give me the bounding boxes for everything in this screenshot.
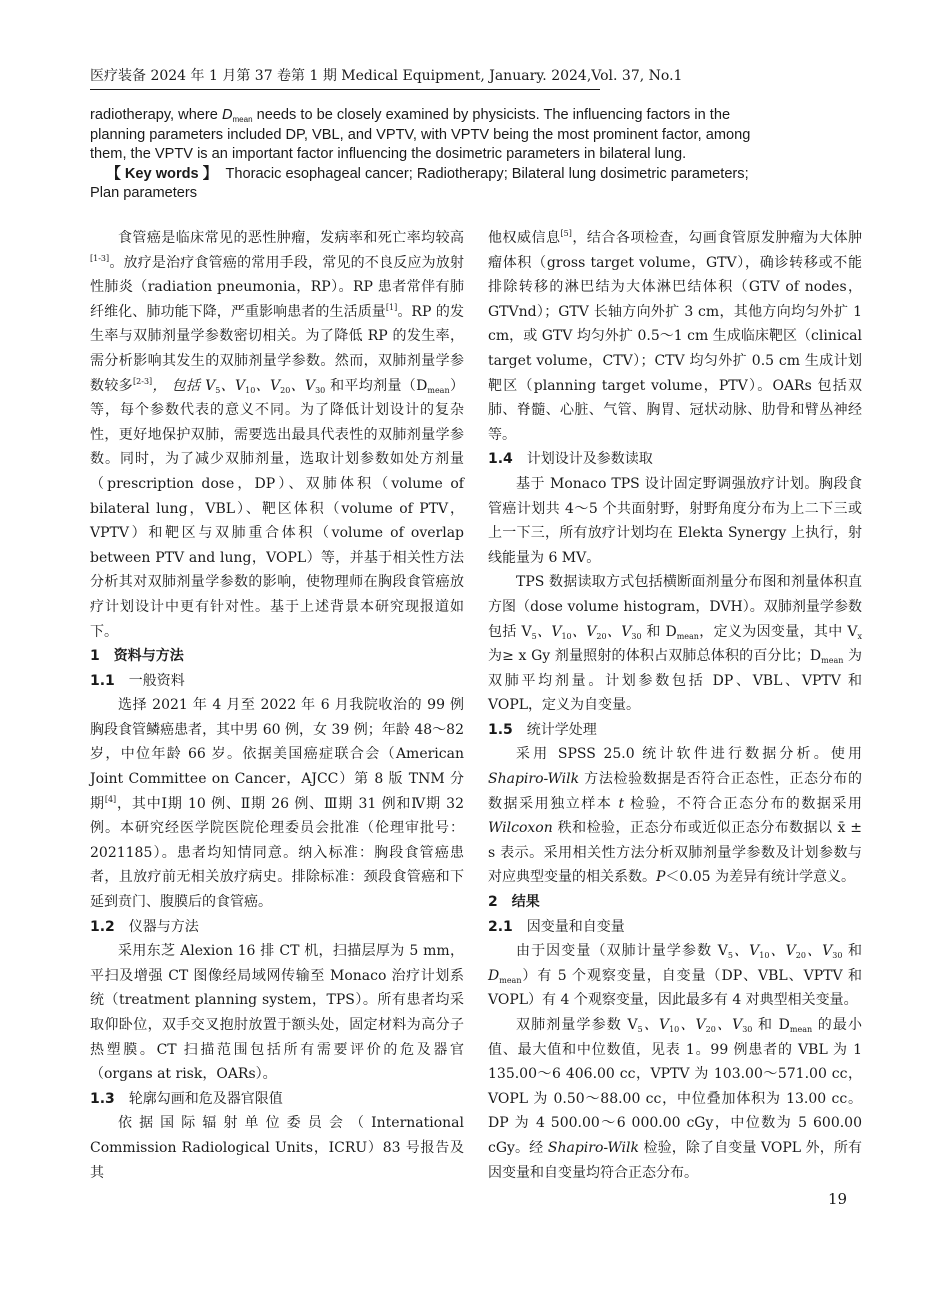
page-number: 19 [828,1190,848,1208]
right-column [488,226,862,1185]
section-1-1-text: 选择 2021 年 4 月至 2022 年 6 月我院收治的 99 例胸段食管鳞癌患者，其中男 60 例，女 39 例；年龄 48～82 岁，中位年龄 66 岁。依据美国癌症联合会（American Joint Committee on Cancer，AJCC）第 8 版 TNM 分期[4]，其中Ⅰ期 10 例、Ⅱ期 26 例、Ⅲ期 31 例和Ⅳ期 32 例。本研究经医学院医院伦理委员会批准（伦理审批号：2021185）。患者均知情同意。纳入标准：胸段食管癌患者，且放疗前无相关放疗病史。排除标准：颈段食管癌和下延到贲门、腹膜后的食管癌。 [90,697,464,911]
section-2-heading: 2 结果 [488,894,540,911]
abstract-block [90,106,770,204]
section-1-4-heading: 1.4 计划设计及参数读取 [488,451,653,468]
section-2-1-text-1: 由于因变量（双肺计量学参数 $V_5$、$V_{10}$、$V_{20}$、$V_{30}$ 和 $D_{mean}$）有 5 个观察变量，自变量（DP、VBL、VPTV 和 VOPL）有 4 个观察变量，因此最多有 4 对典型相关变量。 [488,943,862,1009]
section-1-2-heading: 1.2 仪器与方法 [90,918,199,935]
section-1-3-heading: 1.3 轮廓勾画和危及器官限值 [90,1090,283,1107]
section-1-4-text-1: 基于 Monaco TPS 设计固定野调强放疗计划。胸段食管癌计划共 4～5 个共面射野，射野角度分布为上二下三或上一下三，所有放疗计划均在 Elekta Synergy 上执行，射线能量为 6 MV。 [488,475,862,566]
section-1-5-text: 采用 SPSS 25.0 统计软件进行数据分析。使用 Shapiro-Wilk 方法检验数据是否符合正态性，正态分布的数据采用独立样本 t 检验，不符合正态分布的数据采用 Wilcoxon 秩和检验，正态分布或近似正态分布数据以 x̄ ± s 表示。采用相关性方法分析双肺剂量学参数及计划参数与对应典型变量的相关系数。P＜0.05 为差异有统计学意义。 [488,746,862,886]
keywords-label: 【 Key words 】 [106,165,218,182]
section-1-5-heading: 1.5 统计学处理 [488,721,597,738]
section-1-2-text: 采用东芝 Alexion 16 排 CT 机，扫描层厚为 5 mm，平扫及增强 CT 图像经局域网传输至 Monaco 治疗计划系统（treatment planning system，TPS）。所有患者均采取仰卧位，双手交叉抱肘放置于额头处，固定材料为高分子热塑膜。CT 扫描范围包括所有需要评价的危及器官（organs at risk，OARs）。 [90,943,464,1083]
section-1-heading: 1 资料与方法 [90,648,184,665]
abstract-conclusion: radiotherapy, where $D_{mean}$ needs to be closely examined by physicists. The influencing factors in the planning parameters included DP, VBL, and VPTV, with VPTV being the most prominent factor, among them, the VPTV is an important factor influencing the dosimetric parameters in bilateral lung. [90,107,751,162]
section-1-1-heading: 1.1 一般资料 [90,672,185,689]
journal-header: 医疗装备 2024 年 1 月第 37 卷第 1 期 Medical Equipment, January. 2024,Vol. 37, No.1 [90,66,600,90]
intro-paragraph: 食管癌是临床常见的恶性肿瘤，发病率和死亡率均较高[1-3]。放疗是治疗食管癌的常用手段，常见的不良反应为放射性肺炎（radiation pneumonia，RP）。RP 患者常伴有肺纤维化、肺功能下降，严重影响患者的生活质量[1]。RP 的发生率与双肺剂量学参数密切相关。为了降低 RP 的发生率，需分析影响其发生的双肺剂量学参数。然而，双肺剂量学参数较多[2-3]， 包括 $V_5$、$V_{10}$、$V_{20}$、$V_{30}$ 和平均剂量$(D_{mean})$等，每个参数代表的意义不同。为了降低计划设计的复杂性，更好地保护双肺，需要选出最具代表性的双肺剂量学参数。同时，为了减少双肺剂量，选取计划参数如处方剂量（prescription dose，DP）、双肺体积（volume of bilateral lung，VBL）、靶区体积（volume of PTV，VPTV）和靶区与双肺重合体积（volume of overlap between PTV and lung，VOPL）等，并基于相关性方法分析其对双肺剂量学参数的影响，使物理师在胸段食管癌放疗计划设计中更有针对性。基于上述背景本研究现报道如下。 [90,230,465,640]
section-1-4-text-2: TPS 数据读取方式包括横断面剂量分布图和剂量体积直方图（dose volume histogram，DVH）。双肺剂量学参数包括 $V_5$、$V_{10}$、$V_{20}$、$V_{30}$ 和 $D_{mean}$，定义为因变量，其中 $V_x$ 为≥ x Gy 剂量照射的体积占双肺总体积的百分比；$D_{mean}$ 为双肺平均剂量。计划参数包括 DP、VBL、VPTV 和 VOPL，定义为自变量。 [488,574,863,714]
section-1-3-text: 依据国际辐射单位委员会（International Commission Radiological Units，ICRU）83 号报告及其 [90,1115,464,1181]
section-2-1-heading: 2.1 因变量和自变量 [488,918,625,935]
section-1-3-continued: 他权威信息[5]，结合各项检查，勾画食管原发肿瘤为大体肿瘤体积（gross target volume，GTV），确诊转移或不能排除转移的淋巴结为大体淋巴结体积（GTV of nodes， GTVnd）；GTV 长轴方向外扩 3 cm，其他方向均匀外扩 1 cm，或 GTV 均匀外扩 0.5～1 cm 生成临床靶区（clinical target volume，CTV）；CTV 均匀外扩 0.5 cm 生成计划靶区（planning target volume，PTV）。OARs 包括双肺、脊髓、心脏、气管、胸胃、冠状动脉、肋骨和臂丛神经等。 [488,229,862,443]
keywords-text: Thoracic esophageal cancer; Radiotherapy; Bilateral lung dosimetric parameters; Plan parameters [90,165,749,201]
keywords [90,165,770,204]
left-column [90,226,464,1185]
section-2-1-text-2: 双肺剂量学参数 $V_5$、$V_{10}$、$V_{20}$、$V_{30}$ 和 $D_{mean}$ 的最小值、最大值和中位数值，见表 1。99 例患者的 VBL 为 1 135.00～6 406.00 cc，VPTV 为 103.00～571.00 cc，VOPL 为 0.50～88.00 cc，中位叠加体积为 13.00 cc。DP 为 4 500.00～6 000.00 cGy，中位数为 5 600.00 cGy。经 Shapiro-Wilk 检验，除了自变量 VOPL 外，所有因变量和自变量均符合正态分布。 [488,1017,862,1181]
